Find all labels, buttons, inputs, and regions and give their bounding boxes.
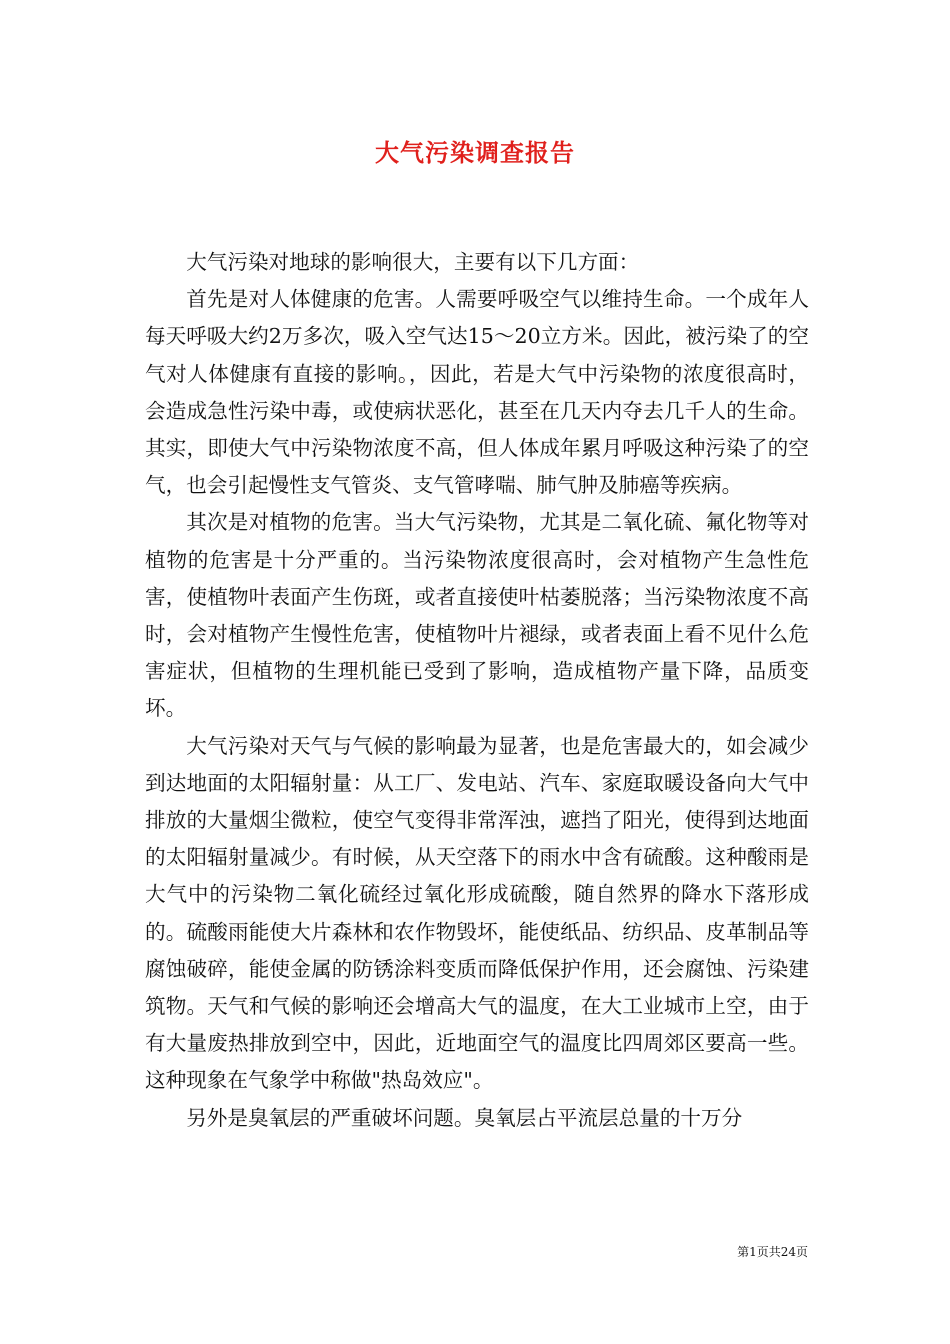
page-number: 第1页共24页 [737, 1245, 808, 1259]
paragraph-ozone: 另外是臭氧层的严重破坏问题。臭氧层占平流层总量的十万分 [186, 1105, 743, 1130]
paragraph-plants: 其次是对植物的危害。当大气污染物，尤其是二氧化硫、氟化物等对植物的危害是十分严重的。当污染物浓度很高时，会对植物产生急性危害，使植物叶表面产生伤斑，或者直接使叶枯萎脱落；当污染物浓度不高时，会对植物产生慢性危害，使植物叶片褪绿，或者表面上看不见什么危害症状，但植物的生理机能已受到了影响，造成植物产量下降，品质变坏。 [145, 510, 809, 721]
document-title: 大气污染调查报告 [375, 138, 575, 167]
document-body [145, 244, 809, 1137]
paragraph-intro: 大气污染对地球的影响很大，主要有以下几方面： [186, 250, 640, 274]
paragraph-climate: 大气污染对天气与气候的影响最为显著，也是危害最大的，如会减少到达地面的太阳辐射量：从工厂、发电站、汽车、家庭取暖设备向大气中排放的大量烟尘微粒，使空气变得非常浑浊，遮挡了阳光，使得到达地面的太阳辐射量减少。有时候，从天空落下的雨水中含有硫酸。这种酸雨是大气中的污染物二氧化硫经过氧化形成硫酸，随自然界的降水下落形成的。硫酸雨能使大片森林和农作物毁坏，能使纸品、纺织品、皮革制品等腐蚀破碎，能使金属的防锈涂料变质而降低保护作用，还会腐蚀、污染建筑物。天气和气候的影响还会增高大气的温度，在大工业城市上空，由于有大量废热排放到空中，因此，近地面空气的温度比四周郊区要高一些。这种现象在气象学中称做"热岛效应"。 [145, 733, 809, 1093]
paragraph-health: 首先是对人体健康的危害。人需要呼吸空气以维持生命。一个成年人每天呼吸大约2万多次，吸入空气达15～20立方米。因此，被污染了的空气对人体健康有直接的影响。，因此，若是大气中污染物的浓度很高时，会造成急性污染中毒，或使病状恶化，甚至在几天内夺去几千人的生命。其实，即使大气中污染物浓度不高，但人体成年累月呼吸这种污染了的空气，也会引起慢性支气管炎、支气管哮喘、肺气肿及肺癌等疾病。 [145, 287, 809, 498]
